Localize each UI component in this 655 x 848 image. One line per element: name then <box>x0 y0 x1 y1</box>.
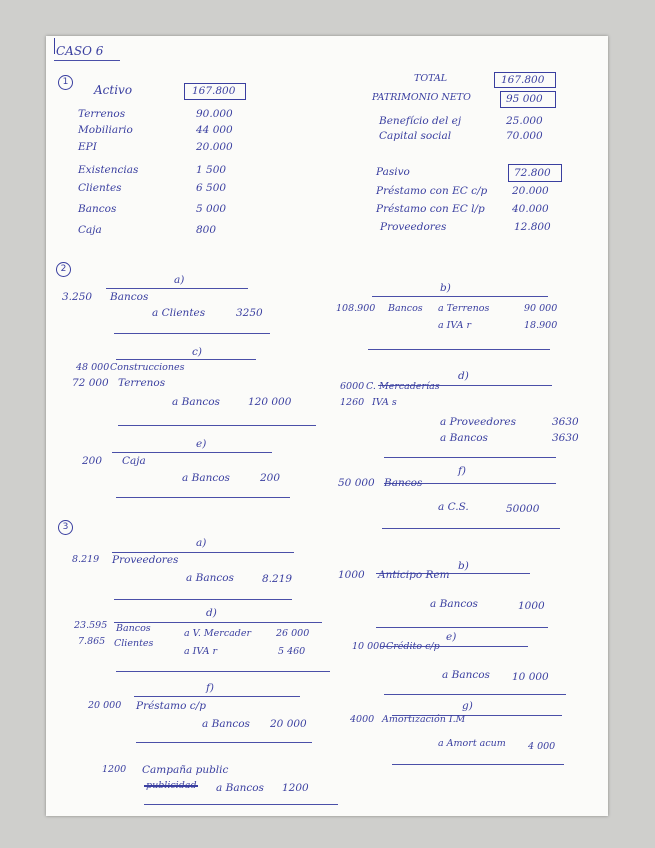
pasivo-item-label: Préstamo con EC l/p <box>376 203 485 215</box>
pasivo-total: 72.800 <box>514 167 551 179</box>
credit-amount: 90 000 <box>524 303 558 314</box>
pn-item-value: 25.000 <box>506 115 543 127</box>
entry-line <box>134 696 300 697</box>
activo-item-value: 800 <box>196 224 217 236</box>
activo-item-label: EPI <box>78 141 97 153</box>
pasivo-item-label: Proveedores <box>380 221 447 233</box>
pn-item-label: Capital social <box>379 130 452 142</box>
strikethrough <box>144 785 198 787</box>
credit-amount: 1000 <box>518 600 545 612</box>
credit-amount: 1200 <box>282 782 309 794</box>
entry-line <box>116 497 290 498</box>
pasivo-item-value: 12.800 <box>514 221 551 233</box>
activo-item-label: Mobiliario <box>78 124 133 136</box>
entry-letter: e) <box>446 631 457 643</box>
debit-account: Bancos <box>110 291 149 303</box>
entry-letter: f) <box>206 682 214 694</box>
entry-letter: f) <box>458 465 466 477</box>
entry-line <box>368 349 550 350</box>
debit-amount: 48 000 <box>76 362 110 373</box>
activo-item-value: 44 000 <box>196 124 233 136</box>
debit-amount: 1000 <box>338 569 365 581</box>
debit-amount: 8.219 <box>72 554 100 565</box>
entry-line <box>114 599 292 600</box>
debit-account: Construcciones <box>110 362 185 373</box>
entry-line <box>144 804 338 805</box>
credit-account: a Amort acum <box>438 738 506 749</box>
debit-amount: 20 000 <box>88 700 122 711</box>
entry-line <box>382 528 560 529</box>
debit-account: Amortización I.M <box>382 714 466 725</box>
pn-label: PATRIMONIO NETO <box>372 92 471 103</box>
entry-letter: b) <box>458 560 469 572</box>
entry-line <box>384 457 556 458</box>
debit-amount: 1260 <box>340 397 365 408</box>
debit-amount: 50 000 <box>338 477 375 489</box>
activo-item-label: Terrenos <box>78 108 126 120</box>
credit-amount: 10 000 <box>512 671 549 683</box>
entry-line <box>116 359 256 360</box>
pasivo-item-value: 40.000 <box>512 203 549 215</box>
debit-amount: 4000 <box>350 714 375 725</box>
entry-letter: d) <box>458 370 469 382</box>
entry-line <box>114 333 270 334</box>
debit-account: Bancos <box>384 477 423 489</box>
debit-amount: 10 000 <box>352 641 386 652</box>
entry-line <box>376 627 548 628</box>
credit-amount: 200 <box>260 472 281 484</box>
activo-item-value: 5 000 <box>196 203 227 215</box>
entry-line <box>372 296 548 297</box>
entry-line <box>384 694 566 695</box>
debit-account: Proveedores <box>112 554 179 566</box>
activo-item-label: Clientes <box>78 182 122 194</box>
debit-amount: 3.250 <box>62 291 93 303</box>
debit-account: Anticipo Rem <box>378 569 450 581</box>
activo-item-value: 20.000 <box>196 141 233 153</box>
entry-line <box>392 764 564 765</box>
entry-line <box>112 552 294 553</box>
pasivo-label: Pasivo <box>376 166 410 178</box>
credit-amount: 120 000 <box>248 396 292 408</box>
entry-letter: a) <box>196 537 207 549</box>
pn-total: 95 000 <box>506 93 543 105</box>
debit-amount: 1200 <box>102 764 127 775</box>
total-label: TOTAL <box>414 73 448 84</box>
credit-account: a Clientes <box>152 307 206 319</box>
credit-account: a Bancos <box>186 572 234 584</box>
debit-amount: 23.595 <box>74 620 108 631</box>
credit-amount: 3250 <box>236 307 263 319</box>
credit-account: a C.S. <box>438 501 469 513</box>
credit-amount: 26 000 <box>276 628 310 639</box>
pasivo-item-label: Préstamo con EC c/p <box>376 185 488 197</box>
section-1-marker: 1 <box>58 75 73 90</box>
total-value: 167.800 <box>501 74 545 86</box>
debit-account: C. Mercaderías <box>366 381 440 392</box>
credit-account: a Bancos <box>442 669 490 681</box>
debit-account-crossed: publicidad <box>146 780 197 791</box>
notebook-page <box>46 36 608 816</box>
credit-amount: 20 000 <box>270 718 307 730</box>
section-3-marker: 3 <box>58 520 73 535</box>
credit-amount: 4 000 <box>528 741 556 752</box>
credit-account: a IVA r <box>184 646 218 657</box>
debit-account: Terrenos <box>118 377 166 389</box>
credit-account: a V. Mercader <box>184 628 252 639</box>
debit-account: IVA s <box>372 397 397 408</box>
pn-item-label: Benefício del ej <box>379 115 462 127</box>
activo-item-label: Bancos <box>78 203 117 215</box>
debit-account: Clientes <box>114 638 154 649</box>
debit-account: Préstamo c/p <box>136 700 206 712</box>
debit-account: Crédito c/p <box>386 641 440 652</box>
pn-item-value: 70.000 <box>506 130 543 142</box>
credit-account: a Bancos <box>440 432 488 444</box>
title-underline <box>54 60 120 61</box>
entry-line <box>116 671 330 672</box>
credit-account: a Bancos <box>172 396 220 408</box>
activo-total: 167.800 <box>192 85 236 97</box>
entry-line <box>118 425 316 426</box>
entry-line <box>136 742 312 743</box>
activo-item-value: 1 500 <box>196 164 227 176</box>
credit-account: a Bancos <box>182 472 230 484</box>
entry-letter: c) <box>192 346 202 358</box>
entry-letter: e) <box>196 438 207 450</box>
activo-item-label: Caja <box>78 224 102 236</box>
debit-amount: 72 000 <box>72 377 109 389</box>
debit-account: Campaña public <box>142 764 229 776</box>
credit-amount: 3630 <box>552 416 579 428</box>
credit-amount: 50000 <box>506 503 540 515</box>
credit-amount: 8.219 <box>262 573 293 585</box>
entry-line <box>112 452 272 453</box>
credit-amount: 3630 <box>552 432 579 444</box>
pasivo-item-value: 20.000 <box>512 185 549 197</box>
debit-account: Caja <box>122 455 146 467</box>
credit-account: a IVA r <box>438 320 472 331</box>
activo-item-label: Existencias <box>78 164 139 176</box>
debit-amount: 108.900 <box>336 303 376 314</box>
credit-amount: 5 460 <box>278 646 306 657</box>
activo-item-value: 6 500 <box>196 182 227 194</box>
credit-account: a Bancos <box>202 718 250 730</box>
activo-label: Activo <box>94 83 133 97</box>
activo-item-value: 90.000 <box>196 108 233 120</box>
section-2-marker: 2 <box>56 262 71 277</box>
debit-amount: 200 <box>82 455 103 467</box>
debit-amount: 6000 <box>340 381 365 392</box>
credit-account: a Bancos <box>216 782 264 794</box>
title-bracket <box>54 38 55 54</box>
entry-letter: g) <box>462 700 473 712</box>
debit-account: Bancos <box>116 623 151 634</box>
credit-account: a Bancos <box>430 598 478 610</box>
entry-letter: d) <box>206 607 217 619</box>
debit-account: Bancos <box>388 303 423 314</box>
entry-letter: a) <box>174 274 185 286</box>
entry-line <box>106 288 248 289</box>
debit-amount: 7.865 <box>78 636 106 647</box>
case-title: CASO 6 <box>56 44 104 58</box>
entry-letter: b) <box>440 282 451 294</box>
credit-account: a Terrenos <box>438 303 490 314</box>
credit-account: a Proveedores <box>440 416 517 428</box>
credit-amount: 18.900 <box>524 320 558 331</box>
